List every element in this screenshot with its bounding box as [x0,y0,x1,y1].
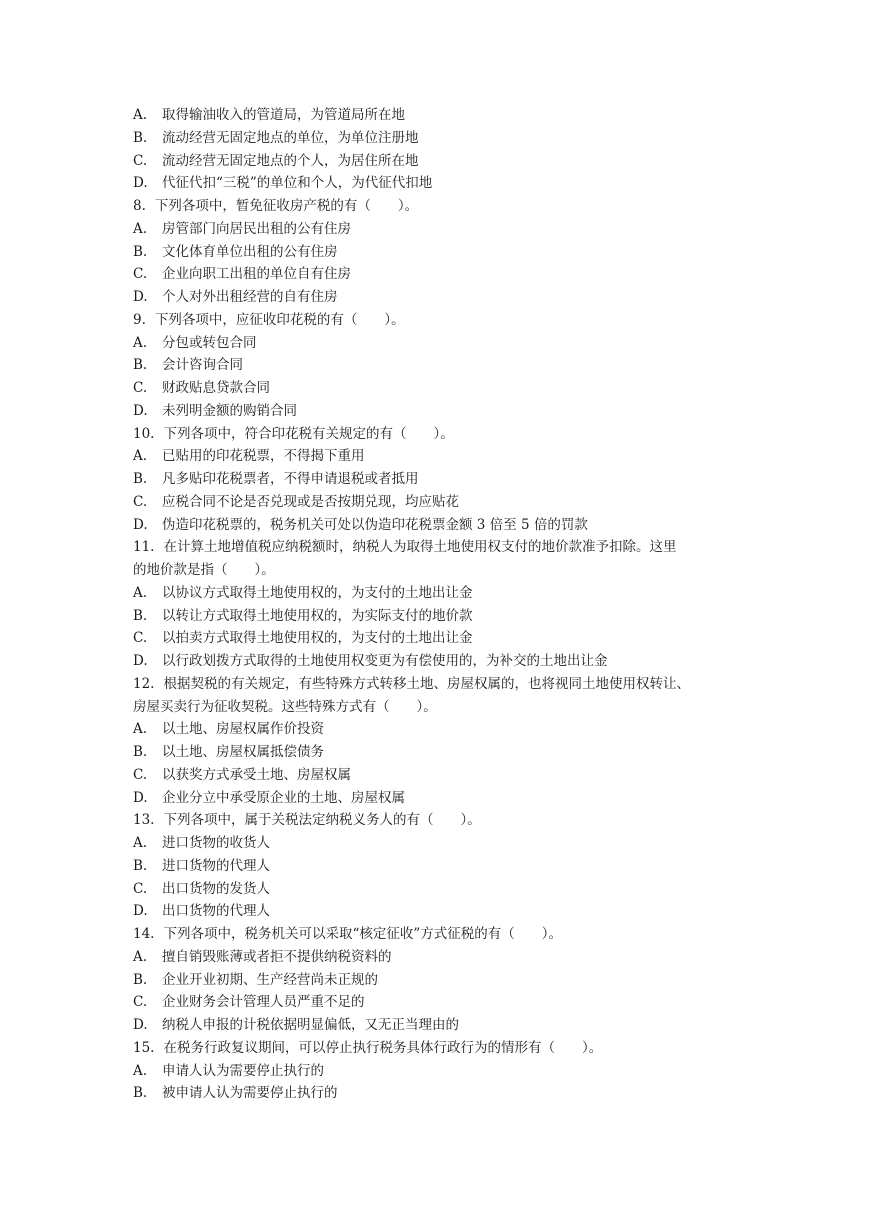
option-text: 财政贴息贷款合同 [162,380,270,396]
option-text: 个人对外出租经营的自有住房 [162,289,338,305]
option-text: 分包或转包合同 [162,334,257,351]
option-line [133,900,703,923]
option-text: 取得输油收入的管道局，为管道局所在地 [162,107,405,123]
option-label: B. [133,857,148,874]
option-label: A. [133,220,148,237]
option-line [133,1014,703,1037]
option-label: C. [133,493,148,510]
option-text: 应税合同不论是否兑现或是否按期兑现，均应贴花 [162,493,459,510]
option-line [133,286,703,309]
option-line [133,764,703,787]
option-label: D. [133,903,148,920]
question-text: 的地价款是指（ ）。 [133,562,275,578]
option-line [133,650,703,673]
option-text: 凡多贴印花税票者，不得申请退税或者抵用 [162,471,419,487]
option-text: 房管部门向居民出租的公有住房 [162,220,351,237]
option-text: 以协议方式取得土地使用权的，为支付的土地出让金 [162,584,473,601]
option-label: A. [133,107,148,123]
option-line [133,241,703,264]
option-line [133,878,703,901]
question-continuation-line [133,559,703,582]
option-text: 申请人认为需要停止执行的 [162,1062,324,1079]
option-text: 被申请人认为需要停止执行的 [162,1085,338,1102]
question-line [133,1037,703,1060]
option-line [133,718,703,741]
question-line [133,673,703,696]
option-label: D. [133,289,148,305]
option-line [133,150,703,173]
option-line [133,400,703,423]
option-line [133,627,703,650]
option-text: 进口货物的收货人 [162,835,270,851]
option-text: 以行政划拨方式取得的土地使用权变更为有偿使用的，为补交的土地出让金 [162,653,608,669]
question-number: 12. [133,675,155,692]
option-label: D. [133,653,148,669]
option-text: 流动经营无固定地点的个人，为居住所在地 [162,152,419,169]
question-text: 在税务行政复议期间，可以停止执行税务具体行政行为的情形有（ ）。 [163,1039,603,1056]
option-line [133,127,703,150]
option-label: A. [133,584,148,601]
option-line [133,354,703,377]
option-label: C. [133,994,148,1011]
question-text: 下列各项中，符合印花税有关规定的有（ ）。 [163,425,454,442]
option-label: B. [133,357,148,374]
option-line [133,1060,703,1083]
question-text: 根据契税的有关规定，有些特殊方式转移土地、房屋权属的，也将视同土地使用权转让、 [163,675,690,692]
question-line [133,423,703,446]
option-text: 以土地、房屋权属抵偿债务 [162,744,324,760]
option-line [133,172,703,195]
option-text: 企业财务会计管理人员严重不足的 [162,994,365,1011]
question-number: 14. [133,926,155,942]
question-text: 下列各项中，属于关税法定纳税义务人的有（ ）。 [163,812,481,829]
option-text: 出口货物的发货人 [162,880,270,897]
question-line [133,309,703,332]
option-label: B. [133,971,148,988]
option-line [133,991,703,1014]
option-text: 会计咨询合同 [162,357,243,374]
option-label: C. [133,630,148,647]
option-text: 以土地、房屋权属作价投资 [162,721,324,738]
option-label: C. [133,880,148,897]
option-text: 文化体育单位出租的公有住房 [162,243,338,260]
option-text: 以转让方式取得土地使用权的，为实际支付的地价款 [162,607,473,624]
option-text: 代征代扣“三税”的单位和个人，为代征代扣地 [162,175,433,192]
option-label: A. [133,948,148,965]
option-line [133,468,703,491]
option-line [133,332,703,355]
question-number: 9. [133,311,146,328]
option-label: C. [133,380,148,396]
question-text: 房屋买卖行为征收契税。这些特殊方式有（ ）。 [133,698,437,715]
option-line [133,855,703,878]
question-line [133,923,703,946]
option-label: B. [133,1085,148,1102]
option-line [133,946,703,969]
option-label: D. [133,516,148,533]
option-label: B. [133,471,148,487]
option-text: 出口货物的代理人 [162,903,270,920]
option-text: 进口货物的代理人 [162,857,270,874]
question-number: 8. [133,198,146,214]
option-line [133,514,703,537]
option-label: D. [133,402,148,419]
option-line [133,605,703,628]
question-line [133,809,703,832]
option-line [133,1082,703,1105]
option-label: C. [133,766,148,783]
option-text: 以获奖方式承受土地、房屋权属 [162,766,351,783]
option-label: D. [133,175,148,192]
question-text: 下列各项中，税务机关可以采取“核定征收”方式征税的有（ ）。 [163,926,563,942]
option-text: 企业分立中承受原企业的土地、房屋权属 [162,789,405,806]
question-number: 15. [133,1039,155,1056]
question-line [133,536,703,559]
question-number: 11. [133,539,155,556]
option-line [133,377,703,400]
document-page [133,104,703,1105]
question-continuation-line [133,696,703,719]
option-label: B. [133,129,148,146]
option-text: 已贴用的印花税票，不得揭下重用 [162,448,365,465]
option-line [133,104,703,127]
option-label: B. [133,744,148,760]
question-text: 下列各项中，暂免征收房产税的有（ ）。 [154,198,419,214]
question-text: 在计算土地增值税应纳税额时，纳税人为取得土地使用权支付的地价款准予扣除。这里 [163,539,677,556]
option-label: A. [133,721,148,738]
question-text: 下列各项中，应征收印花税的有（ ）。 [154,311,405,328]
option-label: B. [133,607,148,624]
option-label: A. [133,835,148,851]
option-line [133,969,703,992]
option-label: B. [133,243,148,260]
question-number: 13. [133,812,155,829]
option-text: 擅自销毁账薄或者拒不提供纳税资料的 [162,948,392,965]
option-label: D. [133,789,148,806]
question-line [133,195,703,218]
option-text: 企业开业初期、生产经营尚未正规的 [162,971,378,988]
option-label: A. [133,334,148,351]
option-line [133,263,703,286]
option-line [133,787,703,810]
option-label: C. [133,266,148,283]
option-label: A. [133,1062,148,1079]
option-line [133,491,703,514]
option-line [133,582,703,605]
option-label: A. [133,448,148,465]
option-text: 以拍卖方式取得土地使用权的，为支付的土地出让金 [162,630,473,647]
option-text: 未列明金额的购销合同 [162,402,297,419]
option-text: 纳税人申报的计税依据明显偏低，又无正当理由的 [162,1017,459,1033]
option-label: D. [133,1017,148,1033]
option-text: 伪造印花税票的，税务机关可处以伪造印花税票金额 3 倍至 5 倍的罚款 [162,516,588,533]
option-text: 流动经营无固定地点的单位，为单位注册地 [162,129,419,146]
option-label: C. [133,152,148,169]
option-line [133,741,703,764]
option-line [133,832,703,855]
option-text: 企业向职工出租的单位自有住房 [162,266,351,283]
option-line [133,218,703,241]
option-line [133,445,703,468]
question-number: 10. [133,425,155,442]
